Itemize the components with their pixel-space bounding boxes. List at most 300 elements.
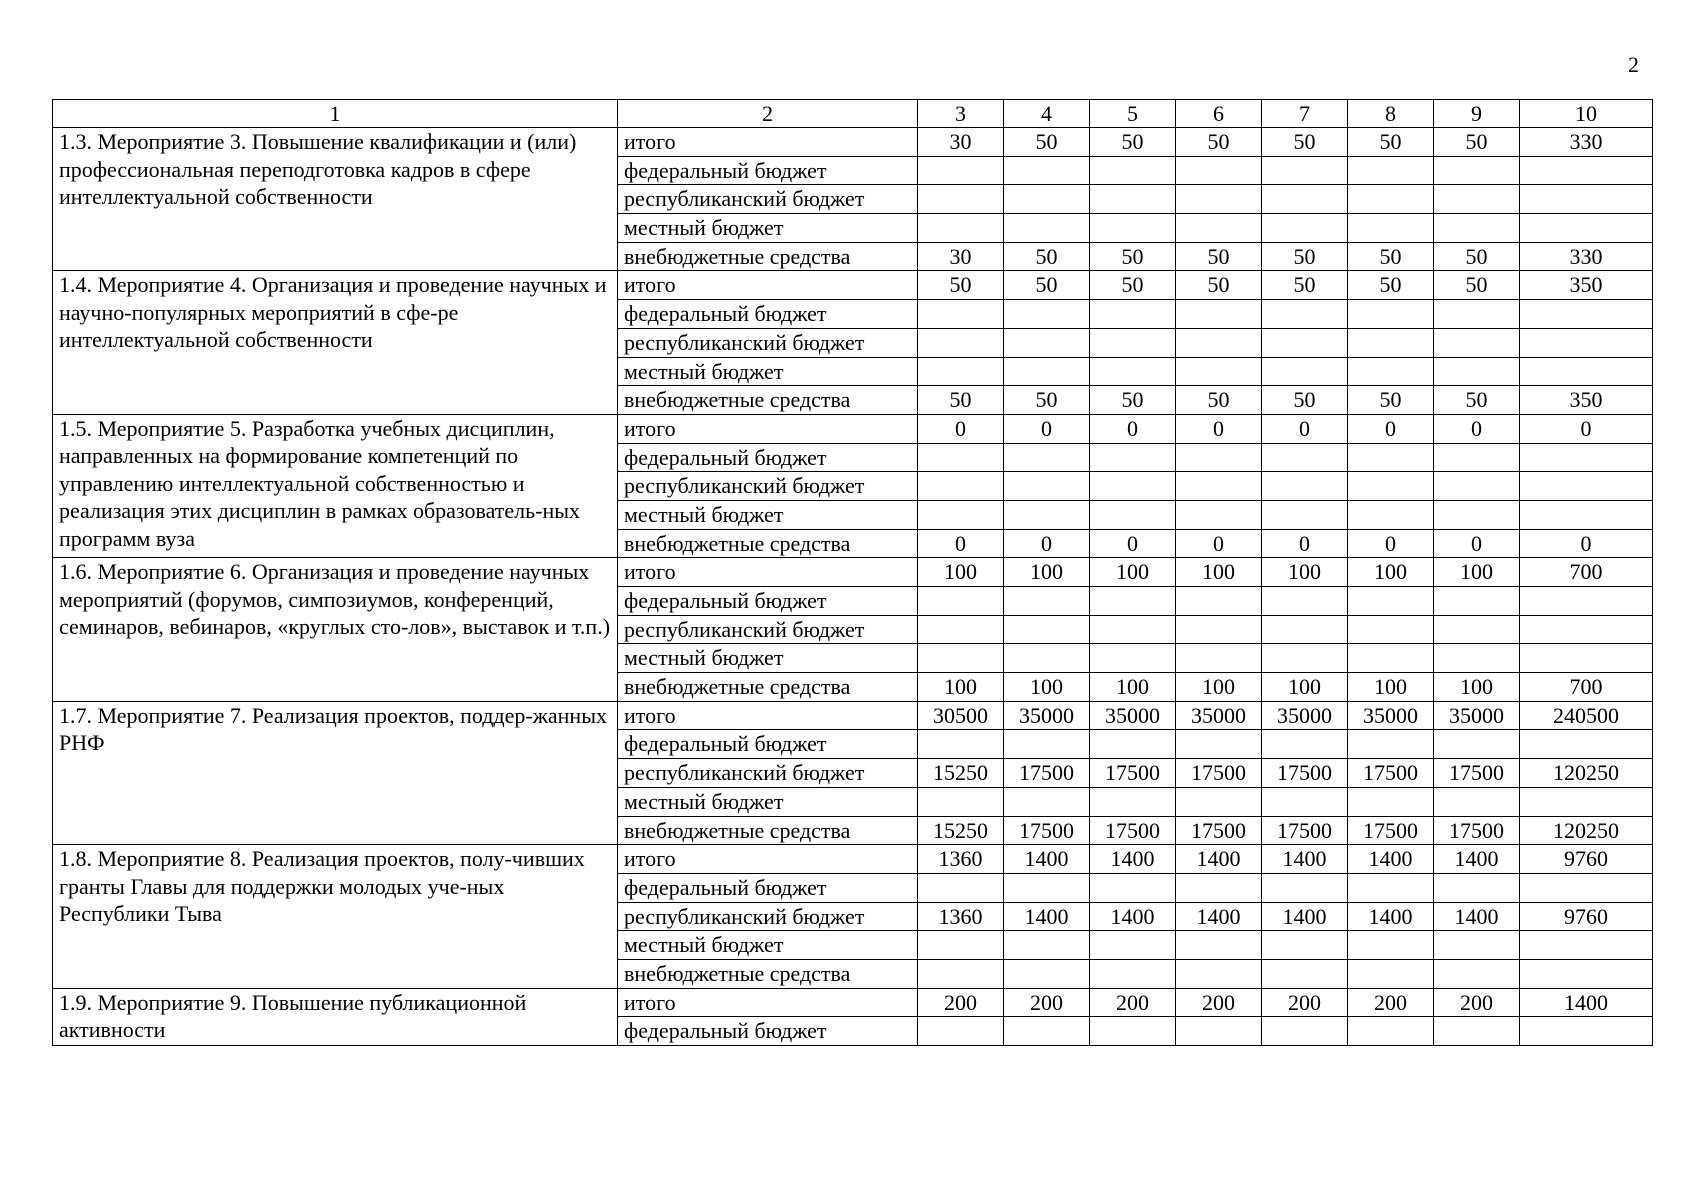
amount-cell	[918, 185, 1004, 214]
amount-cell	[1090, 615, 1176, 644]
header-cell: 10	[1520, 100, 1653, 128]
amount-cell	[1004, 300, 1090, 329]
amount-cell: 100	[1176, 558, 1262, 587]
amount-cell	[1090, 357, 1176, 386]
funding-source-label: местный бюджет	[618, 931, 918, 960]
amount-cell	[1262, 214, 1348, 243]
amount-cell: 50	[1348, 242, 1434, 271]
funding-source-label: местный бюджет	[618, 787, 918, 816]
amount-cell: 17500	[1262, 759, 1348, 788]
amount-cell	[1176, 644, 1262, 673]
amount-cell	[1176, 300, 1262, 329]
amount-cell: 50	[1434, 242, 1520, 271]
amount-cell: 100	[1176, 673, 1262, 702]
amount-cell: 0	[1176, 414, 1262, 443]
amount-cell: 50	[918, 386, 1004, 415]
amount-cell: 35000	[1348, 701, 1434, 730]
funding-source-label: итого	[618, 271, 918, 300]
amount-cell: 1400	[1004, 902, 1090, 931]
amount-cell	[1176, 357, 1262, 386]
amount-cell	[1348, 644, 1434, 673]
funding-source-label: республиканский бюджет	[618, 472, 918, 501]
amount-cell: 17500	[1434, 816, 1520, 845]
amount-cell	[1262, 931, 1348, 960]
amount-cell	[1176, 185, 1262, 214]
measure-title: 1.9. Мероприятие 9. Повышение публикационной активности	[53, 988, 618, 1045]
amount-cell	[1004, 357, 1090, 386]
measure-title: 1.6. Мероприятие 6. Организация и проведение научных мероприятий (форумов, симпозиумов, конференций, семинаров, вебинаров, «круглых сто-лов», выставок и т.п.)	[53, 558, 618, 701]
amount-cell: 100	[1348, 673, 1434, 702]
amount-cell	[1262, 500, 1348, 529]
amount-cell: 0	[918, 414, 1004, 443]
amount-cell	[1262, 472, 1348, 501]
amount-cell	[1434, 156, 1520, 185]
amount-cell: 17500	[1090, 759, 1176, 788]
amount-cell	[1176, 214, 1262, 243]
amount-cell: 1400	[1262, 902, 1348, 931]
amount-cell	[1520, 587, 1653, 616]
funding-source-label: внебюджетные средства	[618, 673, 918, 702]
header-cell: 6	[1176, 100, 1262, 128]
funding-source-label: республиканский бюджет	[618, 185, 918, 214]
amount-cell	[1004, 959, 1090, 988]
amount-cell	[1434, 443, 1520, 472]
amount-cell	[1176, 873, 1262, 902]
amount-cell: 100	[1004, 558, 1090, 587]
budget-table	[52, 99, 1653, 1046]
header-cell: 9	[1434, 100, 1520, 128]
amount-cell: 1400	[1262, 845, 1348, 874]
amount-cell	[918, 959, 1004, 988]
table-row	[53, 701, 1653, 730]
amount-cell	[1348, 328, 1434, 357]
amount-cell	[1262, 156, 1348, 185]
amount-cell	[1090, 931, 1176, 960]
measure-title: 1.3. Мероприятие 3. Повышение квалификации и (или) профессиональная переподготовка кадров в сфере интеллектуальной собственности	[53, 128, 618, 271]
funding-source-label: итого	[618, 845, 918, 874]
amount-cell: 50	[1090, 386, 1176, 415]
amount-cell	[1520, 357, 1653, 386]
amount-cell: 50	[1176, 242, 1262, 271]
amount-cell	[1348, 931, 1434, 960]
amount-cell	[1348, 300, 1434, 329]
amount-cell	[1520, 214, 1653, 243]
amount-cell	[1520, 1017, 1653, 1046]
amount-cell	[1520, 328, 1653, 357]
amount-cell	[1262, 787, 1348, 816]
funding-source-label: местный бюджет	[618, 214, 918, 243]
amount-cell: 200	[918, 988, 1004, 1017]
funding-source-label: внебюджетные средства	[618, 529, 918, 558]
header-cell: 4	[1004, 100, 1090, 128]
amount-cell	[1434, 644, 1520, 673]
page-number: 2	[1628, 52, 1639, 77]
amount-cell	[1176, 500, 1262, 529]
amount-cell: 1400	[1434, 845, 1520, 874]
amount-cell	[1348, 357, 1434, 386]
amount-cell: 330	[1520, 242, 1653, 271]
amount-cell: 0	[1262, 414, 1348, 443]
amount-cell: 17500	[1090, 816, 1176, 845]
amount-cell: 15250	[918, 759, 1004, 788]
table-row	[53, 128, 1653, 157]
amount-cell	[1520, 300, 1653, 329]
amount-cell: 350	[1520, 386, 1653, 415]
amount-cell	[1262, 644, 1348, 673]
amount-cell: 17500	[1004, 816, 1090, 845]
funding-source-label: местный бюджет	[618, 644, 918, 673]
amount-cell	[1348, 873, 1434, 902]
amount-cell	[918, 472, 1004, 501]
amount-cell	[1434, 328, 1520, 357]
amount-cell	[1434, 214, 1520, 243]
amount-cell: 1400	[1434, 902, 1520, 931]
amount-cell: 700	[1520, 673, 1653, 702]
amount-cell	[1004, 587, 1090, 616]
amount-cell	[1434, 787, 1520, 816]
amount-cell: 0	[1520, 529, 1653, 558]
amount-cell: 0	[1348, 414, 1434, 443]
amount-cell: 100	[1090, 558, 1176, 587]
amount-cell: 100	[1090, 673, 1176, 702]
amount-cell	[918, 443, 1004, 472]
amount-cell	[1176, 730, 1262, 759]
funding-source-label: итого	[618, 414, 918, 443]
funding-source-label: федеральный бюджет	[618, 156, 918, 185]
table-row	[53, 988, 1653, 1017]
amount-cell	[918, 357, 1004, 386]
amount-cell	[918, 931, 1004, 960]
amount-cell: 17500	[1176, 816, 1262, 845]
amount-cell	[1176, 787, 1262, 816]
amount-cell	[1348, 472, 1434, 501]
amount-cell	[1434, 1017, 1520, 1046]
amount-cell: 200	[1434, 988, 1520, 1017]
amount-cell	[1520, 873, 1653, 902]
amount-cell: 35000	[1176, 701, 1262, 730]
amount-cell: 200	[1176, 988, 1262, 1017]
funding-source-label: федеральный бюджет	[618, 587, 918, 616]
amount-cell	[1176, 587, 1262, 616]
amount-cell	[1090, 587, 1176, 616]
amount-cell: 100	[1262, 673, 1348, 702]
amount-cell: 50	[1262, 386, 1348, 415]
amount-cell	[1520, 156, 1653, 185]
amount-cell	[1434, 472, 1520, 501]
amount-cell	[1348, 787, 1434, 816]
amount-cell: 50	[1348, 271, 1434, 300]
amount-cell: 17500	[1434, 759, 1520, 788]
funding-source-label: итого	[618, 701, 918, 730]
header-cell: 1	[53, 100, 618, 128]
amount-cell	[1176, 959, 1262, 988]
amount-cell: 30	[918, 242, 1004, 271]
amount-cell: 100	[1348, 558, 1434, 587]
amount-cell: 350	[1520, 271, 1653, 300]
amount-cell: 1400	[1176, 902, 1262, 931]
amount-cell	[1176, 443, 1262, 472]
amount-cell	[1004, 156, 1090, 185]
amount-cell: 15250	[918, 816, 1004, 845]
amount-cell: 0	[1348, 529, 1434, 558]
amount-cell	[1434, 300, 1520, 329]
amount-cell: 330	[1520, 128, 1653, 157]
amount-cell: 0	[1434, 529, 1520, 558]
amount-cell: 17500	[1004, 759, 1090, 788]
amount-cell: 0	[1434, 414, 1520, 443]
amount-cell: 0	[1004, 529, 1090, 558]
amount-cell: 100	[918, 558, 1004, 587]
table-row	[53, 271, 1653, 300]
amount-cell	[1176, 156, 1262, 185]
amount-cell	[1176, 931, 1262, 960]
amount-cell	[918, 214, 1004, 243]
amount-cell: 120250	[1520, 759, 1653, 788]
amount-cell	[1090, 300, 1176, 329]
amount-cell	[1520, 443, 1653, 472]
amount-cell: 17500	[1262, 816, 1348, 845]
funding-source-label: итого	[618, 558, 918, 587]
amount-cell	[918, 730, 1004, 759]
amount-cell: 200	[1348, 988, 1434, 1017]
amount-cell	[1090, 156, 1176, 185]
amount-cell	[1004, 214, 1090, 243]
amount-cell	[1520, 500, 1653, 529]
amount-cell: 17500	[1348, 816, 1434, 845]
amount-cell: 120250	[1520, 816, 1653, 845]
amount-cell	[1348, 730, 1434, 759]
amount-cell: 35000	[1262, 701, 1348, 730]
amount-cell	[1262, 873, 1348, 902]
amount-cell: 17500	[1348, 759, 1434, 788]
amount-cell	[1004, 472, 1090, 501]
amount-cell	[1176, 472, 1262, 501]
amount-cell	[1434, 730, 1520, 759]
amount-cell	[1348, 615, 1434, 644]
amount-cell: 35000	[1090, 701, 1176, 730]
amount-cell: 0	[1090, 414, 1176, 443]
funding-source-label: внебюджетные средства	[618, 386, 918, 415]
amount-cell	[1520, 185, 1653, 214]
amount-cell	[1090, 328, 1176, 357]
amount-cell: 100	[1262, 558, 1348, 587]
amount-cell: 700	[1520, 558, 1653, 587]
amount-cell: 9760	[1520, 845, 1653, 874]
amount-cell: 50	[1090, 242, 1176, 271]
amount-cell	[1262, 730, 1348, 759]
amount-cell	[1090, 959, 1176, 988]
amount-cell: 100	[1434, 558, 1520, 587]
amount-cell	[1090, 1017, 1176, 1046]
amount-cell	[918, 300, 1004, 329]
amount-cell	[1434, 185, 1520, 214]
funding-source-label: федеральный бюджет	[618, 300, 918, 329]
amount-cell	[1004, 873, 1090, 902]
amount-cell	[1004, 443, 1090, 472]
amount-cell: 0	[1004, 414, 1090, 443]
amount-cell: 50	[1176, 386, 1262, 415]
funding-source-label: местный бюджет	[618, 357, 918, 386]
amount-cell: 1400	[1176, 845, 1262, 874]
amount-cell	[1004, 787, 1090, 816]
amount-cell	[1090, 472, 1176, 501]
amount-cell	[1176, 328, 1262, 357]
amount-cell	[1090, 214, 1176, 243]
amount-cell: 50	[1434, 386, 1520, 415]
funding-source-label: внебюджетные средства	[618, 242, 918, 271]
amount-cell	[1090, 443, 1176, 472]
amount-cell: 1400	[1348, 902, 1434, 931]
amount-cell	[918, 615, 1004, 644]
amount-cell: 1360	[918, 902, 1004, 931]
amount-cell	[1090, 873, 1176, 902]
amount-cell: 50	[1004, 271, 1090, 300]
amount-cell	[918, 328, 1004, 357]
amount-cell	[918, 873, 1004, 902]
amount-cell: 35000	[1004, 701, 1090, 730]
amount-cell	[1348, 214, 1434, 243]
table-row	[53, 845, 1653, 874]
amount-cell	[1434, 873, 1520, 902]
amount-cell: 0	[1262, 529, 1348, 558]
amount-cell: 50	[1262, 128, 1348, 157]
amount-cell	[918, 644, 1004, 673]
amount-cell: 0	[918, 529, 1004, 558]
amount-cell: 100	[1434, 673, 1520, 702]
amount-cell: 50	[1090, 271, 1176, 300]
funding-source-label: итого	[618, 988, 918, 1017]
amount-cell: 50	[918, 271, 1004, 300]
funding-source-label: федеральный бюджет	[618, 730, 918, 759]
amount-cell: 50	[1004, 128, 1090, 157]
amount-cell	[918, 500, 1004, 529]
amount-cell: 1360	[918, 845, 1004, 874]
amount-cell	[1520, 644, 1653, 673]
amount-cell	[1176, 1017, 1262, 1046]
amount-cell	[1434, 357, 1520, 386]
amount-cell	[1520, 959, 1653, 988]
measure-title: 1.8. Мероприятие 8. Реализация проектов, полу-чивших гранты Главы для поддержки молодых уче-ных Республики Тыва	[53, 845, 618, 988]
amount-cell	[1176, 615, 1262, 644]
amount-cell	[1434, 959, 1520, 988]
amount-cell	[1434, 615, 1520, 644]
amount-cell	[1262, 328, 1348, 357]
amount-cell: 200	[1004, 988, 1090, 1017]
amount-cell: 50	[1176, 128, 1262, 157]
amount-cell: 50	[1004, 242, 1090, 271]
amount-cell	[1004, 500, 1090, 529]
amount-cell	[1520, 472, 1653, 501]
amount-cell: 50	[1004, 386, 1090, 415]
amount-cell: 240500	[1520, 701, 1653, 730]
funding-source-label: федеральный бюджет	[618, 873, 918, 902]
header-cell: 5	[1090, 100, 1176, 128]
amount-cell: 0	[1176, 529, 1262, 558]
amount-cell	[1434, 500, 1520, 529]
amount-cell	[1434, 931, 1520, 960]
funding-source-label: федеральный бюджет	[618, 443, 918, 472]
funding-source-label: федеральный бюджет	[618, 1017, 918, 1046]
header-row	[53, 100, 1653, 128]
amount-cell: 1400	[1004, 845, 1090, 874]
amount-cell: 50	[1176, 271, 1262, 300]
amount-cell: 200	[1262, 988, 1348, 1017]
funding-source-label: республиканский бюджет	[618, 759, 918, 788]
amount-cell	[1520, 787, 1653, 816]
amount-cell	[1262, 185, 1348, 214]
amount-cell	[1348, 959, 1434, 988]
amount-cell	[1004, 931, 1090, 960]
amount-cell: 0	[1090, 529, 1176, 558]
amount-cell	[1090, 500, 1176, 529]
amount-cell: 100	[1004, 673, 1090, 702]
amount-cell	[1090, 787, 1176, 816]
amount-cell: 1400	[1348, 845, 1434, 874]
funding-source-label: республиканский бюджет	[618, 615, 918, 644]
amount-cell	[1004, 1017, 1090, 1046]
amount-cell: 35000	[1434, 701, 1520, 730]
amount-cell: 50	[1348, 128, 1434, 157]
amount-cell	[1520, 931, 1653, 960]
amount-cell	[1262, 959, 1348, 988]
amount-cell	[1262, 357, 1348, 386]
amount-cell	[918, 156, 1004, 185]
amount-cell: 17500	[1176, 759, 1262, 788]
measure-title: 1.7. Мероприятие 7. Реализация проектов, поддер-жанных РНФ	[53, 701, 618, 844]
table-row	[53, 414, 1653, 443]
amount-cell	[1090, 644, 1176, 673]
funding-source-label: местный бюджет	[618, 500, 918, 529]
amount-cell: 30500	[918, 701, 1004, 730]
header-cell: 7	[1262, 100, 1348, 128]
amount-cell	[1004, 328, 1090, 357]
amount-cell	[1090, 185, 1176, 214]
amount-cell	[1348, 587, 1434, 616]
header-cell: 3	[918, 100, 1004, 128]
amount-cell	[1004, 644, 1090, 673]
amount-cell	[1348, 443, 1434, 472]
amount-cell	[1434, 587, 1520, 616]
amount-cell: 1400	[1090, 902, 1176, 931]
amount-cell	[1348, 156, 1434, 185]
amount-cell: 50	[1434, 271, 1520, 300]
amount-cell	[1004, 615, 1090, 644]
amount-cell	[1262, 300, 1348, 329]
amount-cell: 1400	[1520, 988, 1653, 1017]
amount-cell: 9760	[1520, 902, 1653, 931]
measure-title: 1.4. Мероприятие 4. Организация и проведение научных и научно-популярных мероприятий в сфе-ре интеллектуальной собственности	[53, 271, 618, 414]
amount-cell: 50	[1262, 242, 1348, 271]
table-row	[53, 558, 1653, 587]
funding-source-label: республиканский бюджет	[618, 902, 918, 931]
amount-cell	[1090, 730, 1176, 759]
amount-cell: 50	[1348, 386, 1434, 415]
amount-cell	[1004, 730, 1090, 759]
header-cell: 2	[618, 100, 918, 128]
header-cell: 8	[1348, 100, 1434, 128]
amount-cell: 50	[1434, 128, 1520, 157]
amount-cell: 50	[1262, 271, 1348, 300]
amount-cell	[1348, 500, 1434, 529]
amount-cell	[918, 1017, 1004, 1046]
amount-cell	[1520, 730, 1653, 759]
funding-source-label: внебюджетные средства	[618, 959, 918, 988]
funding-source-label: внебюджетные средства	[618, 816, 918, 845]
amount-cell: 200	[1090, 988, 1176, 1017]
amount-cell	[1004, 185, 1090, 214]
amount-cell: 1400	[1090, 845, 1176, 874]
amount-cell	[918, 587, 1004, 616]
